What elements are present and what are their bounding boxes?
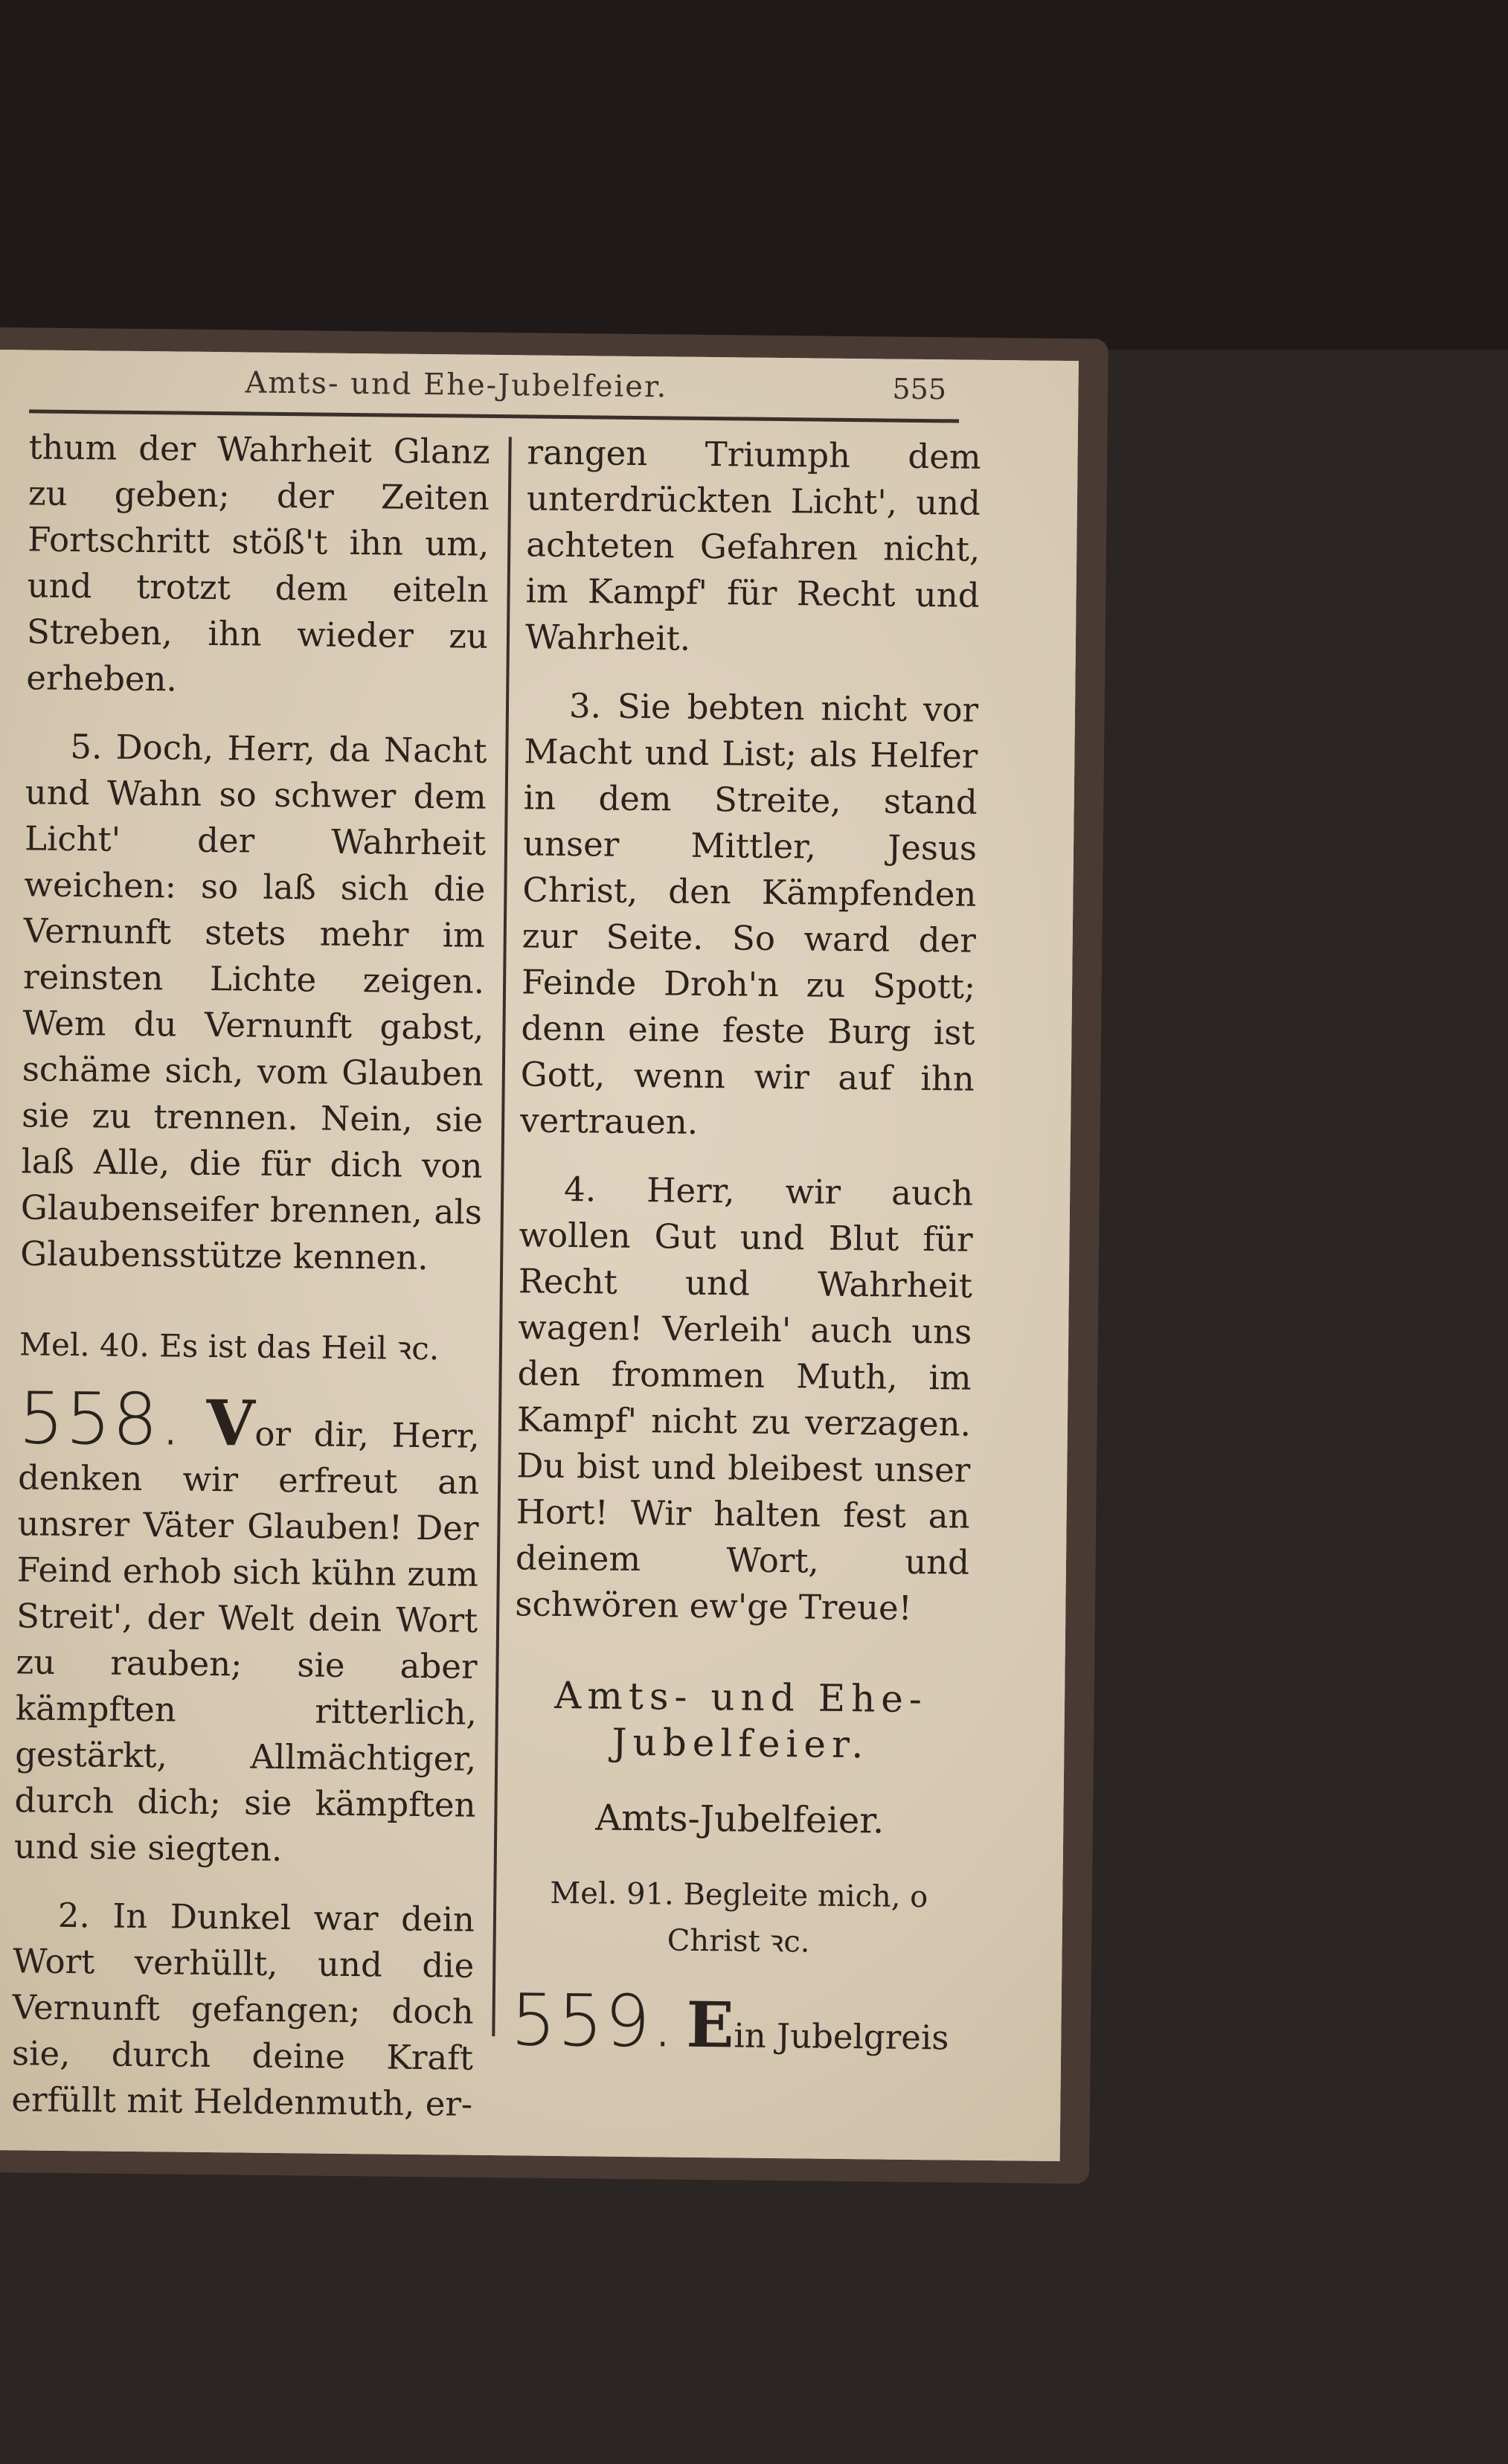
hymn-558 bbox=[13, 1376, 481, 1874]
verse-5: 5. Doch, Herr, da Nacht und Wahn so schwer dem Licht' der Wahrheit weichen: so laß sich die Vernunft stets mehr im reinsten Lichte zeigen. Wem du Vernunft gabst, schäme sich, vom Glauben sie zu trennen. Nein, sie laß Alle, die für dich von Glaubenseifer brennen, als Glaubensstütze kennen. bbox=[20, 727, 487, 1278]
melody-note: Mel. 91. Begleite mich, o Christ ꝛc. bbox=[550, 1876, 928, 1960]
hymn-number: 559. bbox=[510, 1978, 676, 2064]
hymn-text: in Jubelgreis bbox=[734, 2015, 949, 2058]
section-title: Amts- und Ehe-Jubelfeier. bbox=[554, 1673, 928, 1767]
paragraph: rangen Triumph dem unterdrückten Licht', und achteten Gefahren nicht, im Kampf' für Recht und Wahrheit. bbox=[524, 432, 981, 658]
column-divider bbox=[492, 437, 512, 2036]
melody-note: Mel. 40. Es ist das Heil ꝛc. bbox=[19, 1326, 440, 1367]
verse-3: 3. Sie bebten nicht vor Macht und List; als Helfer in dem Streite, stand unser Mittler, Jesus Christ, den Kämpfenden zur Seite. So ward der Feinde Droh'n zu Spott; denn eine feste Burg ist Gott, wenn wir auf ihn vertrauen. bbox=[519, 686, 979, 1142]
hymn-number: 558. bbox=[18, 1376, 185, 1462]
hymn-559 bbox=[510, 1978, 965, 2064]
right-column bbox=[510, 429, 981, 2064]
drop-initial: E bbox=[686, 1987, 735, 2062]
verse-2: 2. In Dunkel war dein Wort verhüllt, und die Vernunft gefangen; doch sie, durch deine Kraft erfüllt mit Heldenmuth, er- bbox=[11, 1895, 475, 2124]
header-rule bbox=[29, 409, 959, 423]
verse-4: 4. Herr, wir auch wollen Gut und Blut für Recht und Wahrheit wagen! Verleih' auch uns den frommen Muth, im Kampf' nicht zu verzagen. Du bist und bleibest unser Hort! Wir halten fest an deinem Wort, und schwören ew'ge Treue! bbox=[515, 1170, 974, 1628]
running-head: Amts- und Ehe-Jubelfeier. bbox=[245, 365, 668, 405]
subsection-title: Amts-Jubelfeier. bbox=[595, 1797, 885, 1842]
paragraph: thum der Wahrheit Glanz zu geben; der Zeiten Fortschritt stöß't ihn um, und trotzt dem eiteln Streben, ihn wieder zu erheben. bbox=[26, 427, 490, 699]
drop-initial: V bbox=[205, 1385, 256, 1460]
hymn-text: or dir, Herr, denken wir erfreut an unsrer Väter Glauben! Der Feind erhob sich kühn zum Streit', der Welt dein Wort zu rauben; sie aber kämpften ritterlich, gestärkt, Allmächtiger, durch dich; sie kämpften und sie siegten. bbox=[13, 1414, 481, 1870]
book-page bbox=[0, 350, 1079, 2161]
page-number: 555 bbox=[892, 372, 947, 406]
background-top bbox=[0, 0, 1508, 350]
left-column bbox=[11, 424, 490, 2149]
